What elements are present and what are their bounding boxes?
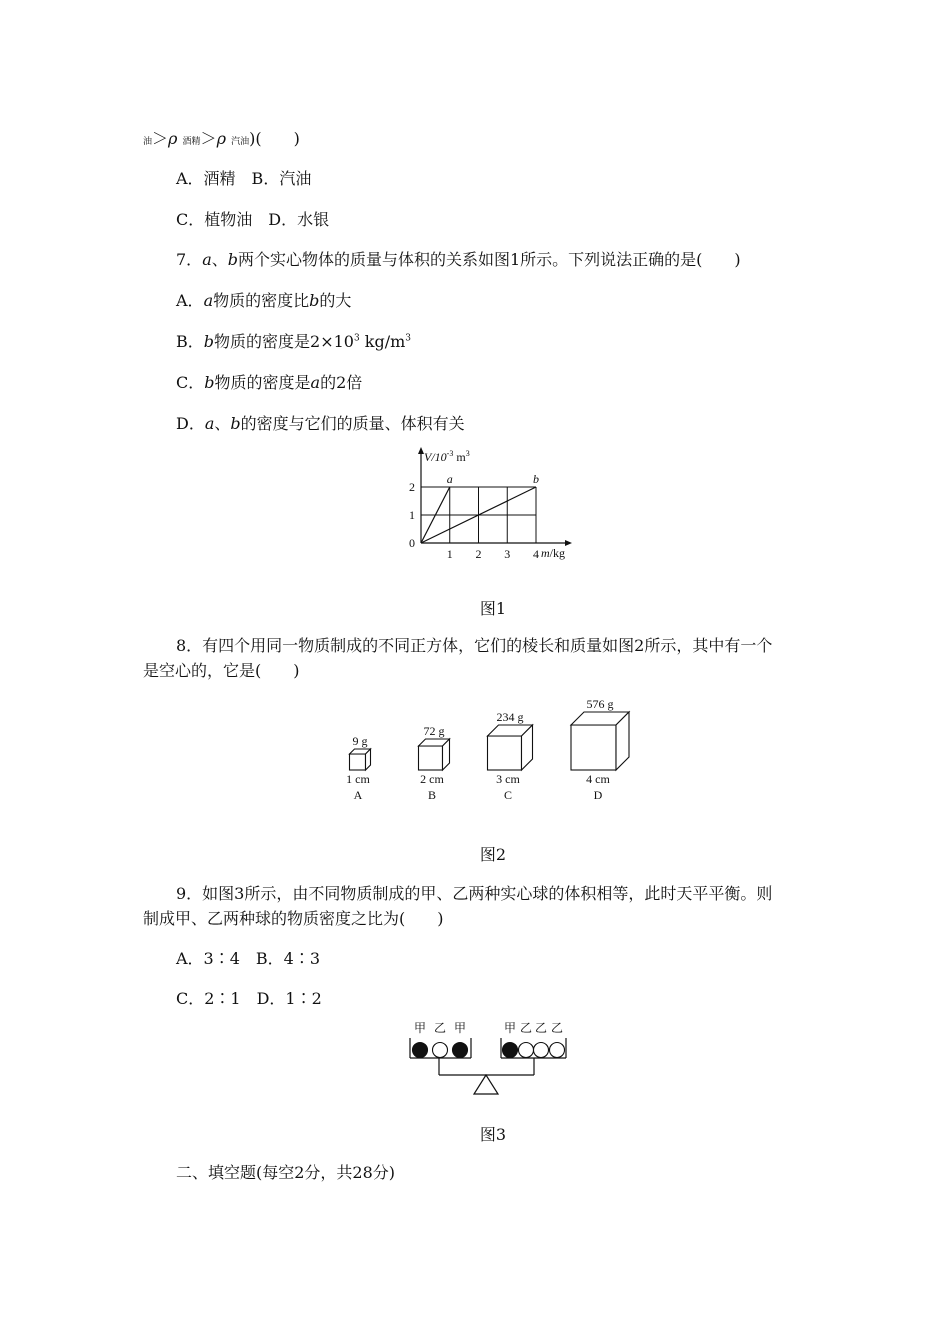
exponent: 3 — [353, 333, 360, 344]
option-letter: D． — [176, 414, 205, 433]
figure2-caption: 图2 — [479, 845, 507, 864]
section2-title: 二、填空题(每空2分，共28分) — [176, 1163, 396, 1182]
q7-option-c — [176, 372, 362, 394]
cube-C — [488, 710, 533, 802]
ball-yi — [519, 1043, 534, 1058]
q7-stem — [176, 249, 741, 271]
chart-series — [421, 472, 539, 543]
ball-label: 乙 — [433, 1021, 447, 1035]
rho-symbol: ρ — [168, 129, 178, 148]
option-text: 物质的密度是 — [214, 373, 311, 392]
cube-front-face — [571, 725, 616, 770]
cube-mass-label: 72 g — [423, 724, 445, 738]
cube-letter-label: C — [503, 788, 513, 802]
q8-stem-line2: 是空心的，它是( ) — [143, 661, 300, 680]
var-b: b — [309, 291, 320, 310]
option-letter: A． — [176, 291, 204, 310]
chart-ticks — [409, 480, 539, 561]
q7-option-d — [176, 413, 465, 435]
cube-D — [571, 697, 629, 802]
subscript-alcohol: 酒精 — [182, 137, 201, 147]
x-axis-arrow-icon — [565, 540, 572, 546]
option-text: 物质的密度是2×10 — [214, 332, 354, 351]
q6-stem-continuation — [143, 128, 300, 153]
cube-letter-label: A — [353, 788, 363, 802]
cube-front-face — [419, 746, 443, 770]
figure1-graph — [400, 445, 580, 565]
figure3-balance — [400, 1020, 580, 1100]
cube-front-face — [488, 736, 522, 770]
q9-stem-line1: 9．如图3所示，由不同物质制成的甲、乙两种实心球的体积相等，此时天平平衡。则 — [176, 884, 773, 903]
cube-letter-label: B — [427, 788, 437, 802]
figure2-cubes — [330, 690, 670, 810]
y-axis-unit-exponent: 3 — [465, 449, 470, 458]
q6-options-cd: C．植物油 D．水银 — [176, 210, 330, 229]
rho-symbol: ρ — [216, 129, 226, 148]
var-b: b — [230, 414, 241, 433]
var-b: b — [227, 250, 238, 269]
option-text: 的密度与它们的质量、体积有关 — [240, 414, 465, 433]
figure1-caption: 图1 — [479, 599, 507, 618]
option-text: 的大 — [319, 291, 352, 310]
cube-mass-label: 576 g — [586, 697, 614, 711]
q8-stem-line1: 8．有四个用同一物质制成的不同正方体，它们的棱长和质量如图2所示，其中有一个 — [176, 636, 773, 655]
balls — [413, 1021, 565, 1058]
option-text: 物质的密度比 — [213, 291, 310, 310]
q9-stem-line2: 制成甲、乙两种球的物质密度之比为( ) — [143, 909, 444, 928]
separator: 、 — [211, 250, 228, 269]
x-axis-label-unit: /kg — [549, 546, 566, 560]
cube-front-face — [350, 754, 366, 770]
option-text: 的2倍 — [320, 373, 363, 392]
option-letter: B． — [176, 332, 204, 351]
ball-jia — [453, 1043, 468, 1058]
ball-jia — [413, 1043, 428, 1058]
x-axis-label-m: m — [541, 546, 550, 560]
y-axis-unit: m — [453, 450, 466, 464]
unit: kg/m — [359, 332, 406, 351]
y-tick-label: 2 — [409, 480, 415, 494]
cube-edge-label: 1 cm — [346, 772, 370, 786]
ball-label: 甲 — [413, 1021, 427, 1035]
cube-mass-label: 234 g — [496, 710, 524, 724]
ball-yi — [433, 1043, 448, 1058]
y-axis-label — [424, 449, 470, 464]
y-axis-exponent: -3 — [446, 449, 454, 458]
x-tick-label: 3 — [504, 547, 511, 561]
x-axis-label — [541, 546, 565, 560]
var-b: b — [204, 373, 215, 392]
answer-blank: )( ) — [249, 129, 300, 148]
y-axis-label-text: V/10 — [424, 450, 447, 464]
series-label-a: a — [446, 472, 453, 486]
ball-jia — [503, 1043, 518, 1058]
cube-A — [346, 734, 370, 802]
y-tick-label: 0 — [409, 536, 415, 550]
ball-label: 乙 — [519, 1021, 533, 1035]
var-a: a — [202, 250, 212, 269]
question-number: 7． — [176, 250, 203, 269]
var-b: b — [203, 332, 215, 351]
greater-than: ＞ — [200, 129, 217, 148]
series-label-b: b — [533, 472, 539, 486]
q7-stem-text: 两个实心物体的质量与体积的关系如图1所示。下列说法正确的是( ) — [238, 250, 741, 269]
ball-yi — [550, 1043, 565, 1058]
cube-edge-label: 2 cm — [420, 772, 444, 786]
q9-options-ab: A．3∶4 B．4∶3 — [176, 949, 321, 968]
cube-edge-label: 3 cm — [496, 772, 520, 786]
x-tick-label: 1 — [446, 547, 453, 561]
q9-options-cd: C．2∶1 D．1∶2 — [176, 989, 322, 1008]
ball-yi — [534, 1043, 549, 1058]
cube-B — [419, 724, 450, 802]
ball-label: 乙 — [534, 1021, 548, 1035]
x-tick-label: 4 — [533, 547, 539, 561]
cube-letter-label: D — [593, 788, 603, 802]
option-letter: C． — [176, 373, 205, 392]
q7-option-a — [176, 290, 351, 312]
figure3-caption: 图3 — [479, 1125, 507, 1144]
subscript-oil: 油 — [143, 137, 153, 147]
fulcrum-icon — [474, 1075, 498, 1094]
subscript-gasoline: 汽油 — [231, 137, 250, 147]
y-tick-label: 1 — [409, 508, 415, 522]
ball-label: 甲 — [503, 1021, 517, 1035]
x-tick-label: 2 — [475, 547, 482, 561]
ball-label: 甲 — [453, 1021, 467, 1035]
cube-edge-label: 4 cm — [586, 772, 610, 786]
q7-option-b — [176, 331, 411, 353]
separator: 、 — [214, 414, 231, 433]
ball-label: 乙 — [550, 1021, 564, 1035]
cube-mass-label: 9 g — [352, 734, 368, 748]
var-a: a — [204, 414, 215, 433]
greater-than: ＞ — [152, 129, 169, 148]
q6-options-ab: A．酒精 B．汽油 — [176, 169, 312, 188]
exponent: 3 — [405, 333, 412, 344]
var-a: a — [310, 373, 321, 392]
var-a: a — [203, 291, 214, 310]
